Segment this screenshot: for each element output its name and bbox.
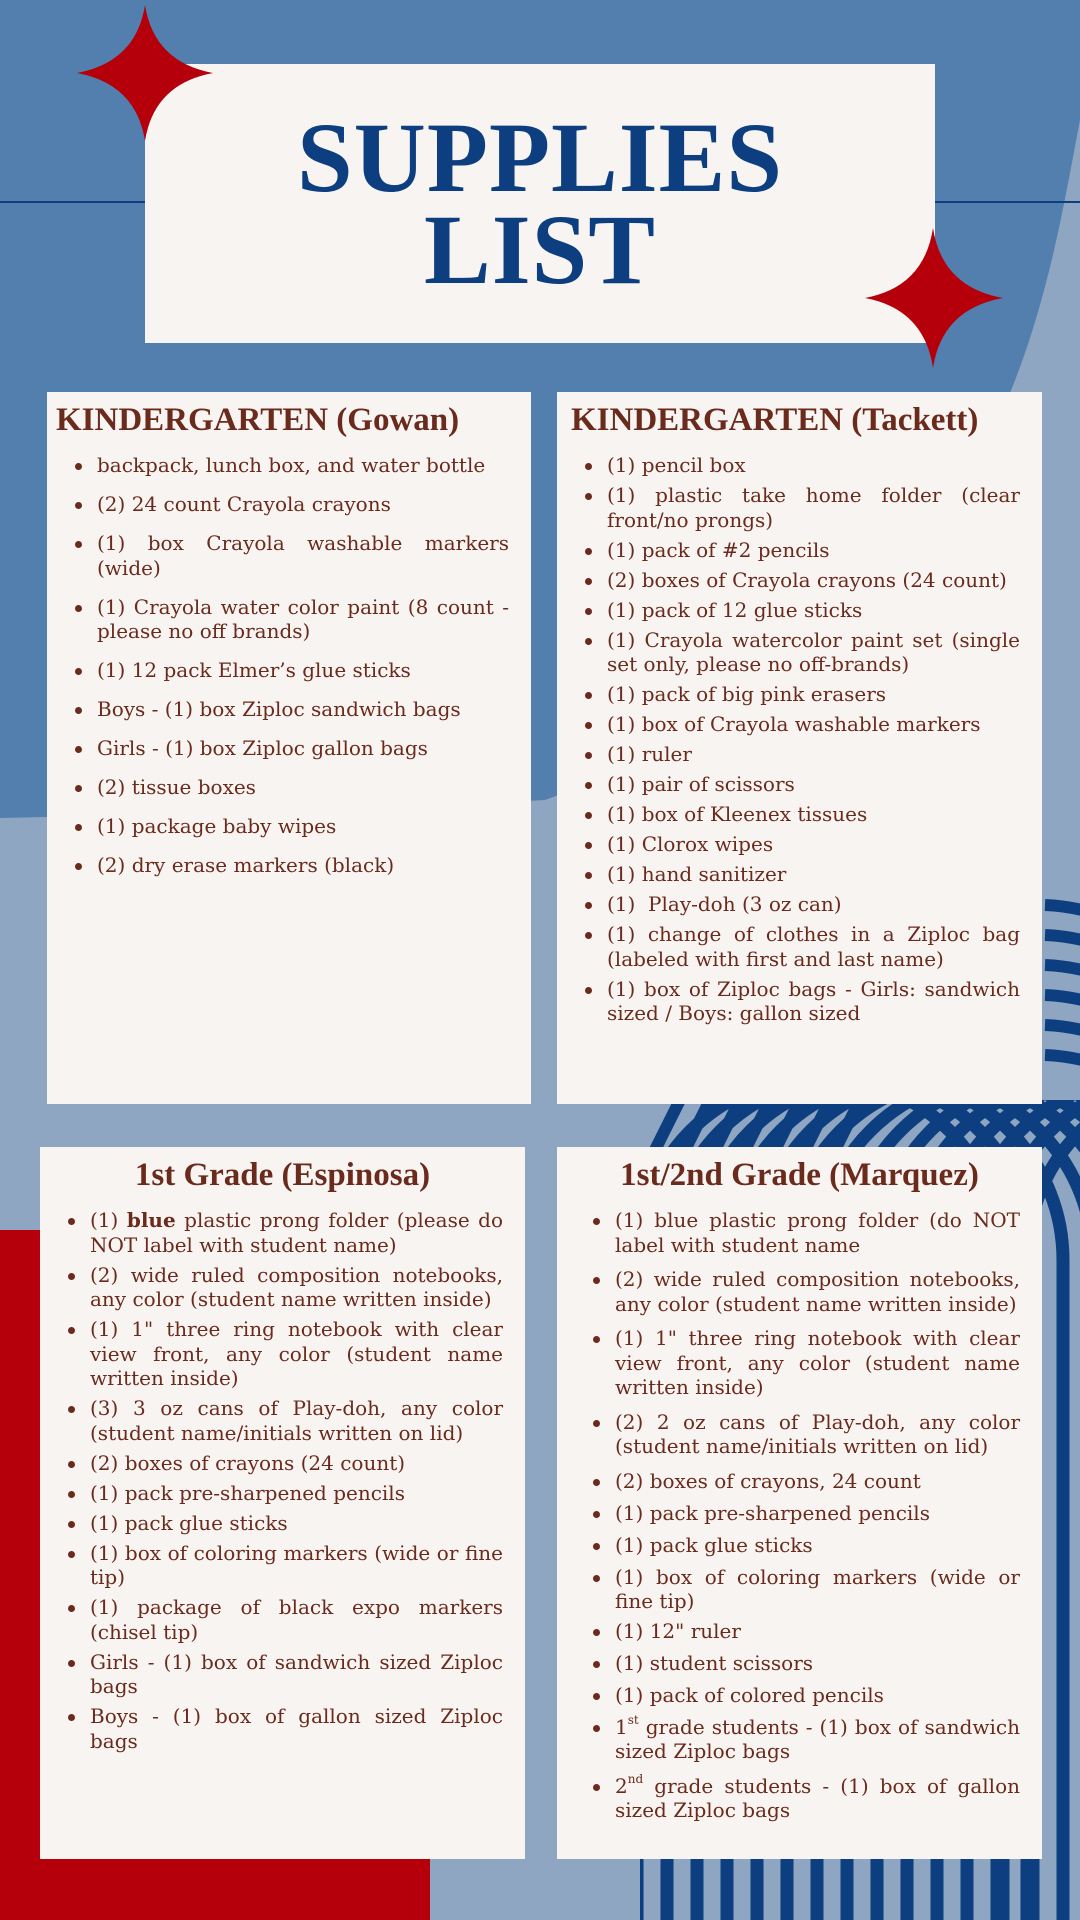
- list-item: (1) pack of colored pencils: [587, 1683, 1020, 1708]
- supply-list: [69, 453, 509, 878]
- list-item: (2) wide ruled composition notebooks, any color (student name written inside): [587, 1267, 1020, 1316]
- item-prefix: (1): [90, 1208, 127, 1232]
- list-item: (2) boxes of Crayola crayons (24 count): [579, 568, 1020, 593]
- list-item: (1) Crayola watercolor paint set (single set only, please no off-brands): [579, 628, 1020, 677]
- list-item: (2) boxes of crayons (24 count): [62, 1451, 503, 1476]
- list-item: (1) pencil box: [579, 453, 1020, 478]
- list-item: (1) student scissors: [587, 1651, 1020, 1676]
- item-text: grade students - (1) box of gallon sized Ziploc bags: [615, 1773, 1027, 1822]
- list-item: (1) Play-doh (3 oz can): [579, 892, 1020, 917]
- item-text: grade students - (1) box of sandwich sized Ziploc bags: [615, 1714, 1027, 1763]
- list-item: (2) wide ruled composition notebooks, any color (student name written inside): [62, 1263, 503, 1312]
- item-ordinal: st: [627, 1712, 639, 1727]
- panel-1st-2nd-grade-marquez: [557, 1147, 1042, 1859]
- list-item: (1) box of Crayola washable markers: [579, 712, 1020, 737]
- panel-1st-grade-espinosa: [40, 1147, 525, 1859]
- red-star-right-icon: [865, 228, 1003, 368]
- list-item: (1) 1" three ring notebook with clear view front, any color (student name written inside): [62, 1317, 503, 1391]
- list-item: (2) dry erase markers (black): [69, 853, 509, 878]
- list-item: (1) pack of 12 glue sticks: [579, 598, 1020, 623]
- list-item: (2) 24 count Crayola crayons: [69, 492, 509, 517]
- list-item: Boys - (1) box of gallon sized Ziploc bags: [62, 1704, 503, 1753]
- item-num: 2: [615, 1773, 628, 1798]
- list-item: (1) Crayola water color paint (8 count - please no off brands): [69, 595, 509, 644]
- list-item: (1) package of black expo markers (chisel tip): [62, 1595, 503, 1644]
- item-num: 1: [615, 1714, 628, 1739]
- list-item: (1) ruler: [579, 742, 1020, 767]
- list-item: (1) box of coloring markers (wide or fine tip): [587, 1565, 1020, 1614]
- list-item: (2) 2 oz cans of Play-doh, any color (student name/initials written on lid): [587, 1410, 1020, 1459]
- list-item: (1) plastic take home folder (clear front/no prongs): [579, 483, 1020, 532]
- list-item: (1) blue plastic prong folder (do NOT label with student name: [587, 1208, 1020, 1257]
- panel-heading: 1st/2nd Grade (Marquez): [620, 1157, 979, 1193]
- panel-kindergarten-gowan: [47, 392, 531, 1104]
- list-item: (2) tissue boxes: [69, 775, 509, 800]
- item-emphasis: blue: [126, 1208, 176, 1232]
- list-item: [587, 1712, 1027, 1764]
- list-item: (1) pack glue sticks: [62, 1511, 503, 1536]
- list-item: (2) boxes of crayons, 24 count: [587, 1469, 1020, 1494]
- list-item: Boys - (1) box Ziploc sandwich bags: [69, 697, 509, 722]
- list-item: (1) 12" ruler: [587, 1619, 1020, 1644]
- right-edge-arcs: [1045, 905, 1080, 1062]
- list-item: (3) 3 oz cans of Play-doh, any color (student name/initials written on lid): [62, 1396, 503, 1445]
- panel-heading: 1st Grade (Espinosa): [134, 1157, 431, 1193]
- list-item: (1) Clorox wipes: [579, 832, 1020, 857]
- list-item: (1) pair of scissors: [579, 772, 1020, 797]
- list-item: (1) box of Ziploc bags - Girls: sandwich sized / Boys: gallon sized: [579, 977, 1020, 1026]
- list-item: (1) pack pre-sharpened pencils: [62, 1481, 503, 1506]
- title-line-1: SUPPLIES: [297, 101, 783, 213]
- list-item: (1) package baby wipes: [69, 814, 509, 839]
- list-item: Girls - (1) box of sandwich sized Ziploc bags: [62, 1650, 503, 1699]
- item-ordinal: nd: [627, 1771, 644, 1786]
- list-item: [587, 1771, 1027, 1823]
- list-item: (1) change of clothes in a Ziploc bag (labeled with first and last name): [579, 922, 1020, 971]
- list-item: (1) pack glue sticks: [587, 1533, 1020, 1558]
- list-item: (1) pack of big pink erasers: [579, 682, 1020, 707]
- supply-list: [62, 1208, 510, 1753]
- panel-kindergarten-tackett: [557, 392, 1042, 1104]
- list-item: (1) box of coloring markers (wide or fine tip): [62, 1541, 503, 1590]
- panel-heading: KINDERGARTEN (Gowan): [56, 402, 460, 438]
- list-item: Girls - (1) box Ziploc gallon bags: [69, 736, 509, 761]
- item-suffix: plastic prong folder (please do NOT label with student name): [90, 1208, 510, 1257]
- list-item: backpack, lunch box, and water bottle: [69, 453, 509, 478]
- list-item: (1) 12 pack Elmer’s glue sticks: [69, 658, 509, 683]
- list-item: (1) box of Kleenex tissues: [579, 802, 1020, 827]
- title-line-2: LIST: [424, 193, 656, 305]
- supply-list: [579, 453, 1020, 1026]
- supply-list: [579, 1208, 1027, 1823]
- list-item: (1) pack pre-sharpened pencils: [587, 1501, 1020, 1526]
- list-item: [62, 1208, 510, 1257]
- list-item: (1) box Crayola washable markers (wide): [69, 531, 509, 580]
- list-item: (1) pack of #2 pencils: [579, 538, 1020, 563]
- panel-heading: KINDERGARTEN (Tackett): [571, 402, 979, 438]
- list-item: (1) hand sanitizer: [579, 862, 1020, 887]
- red-star-left-icon: [77, 5, 213, 141]
- list-item: (1) 1" three ring notebook with clear view front, any color (student name written inside): [587, 1326, 1020, 1400]
- sparkle-overlay: [0, 0, 1080, 420]
